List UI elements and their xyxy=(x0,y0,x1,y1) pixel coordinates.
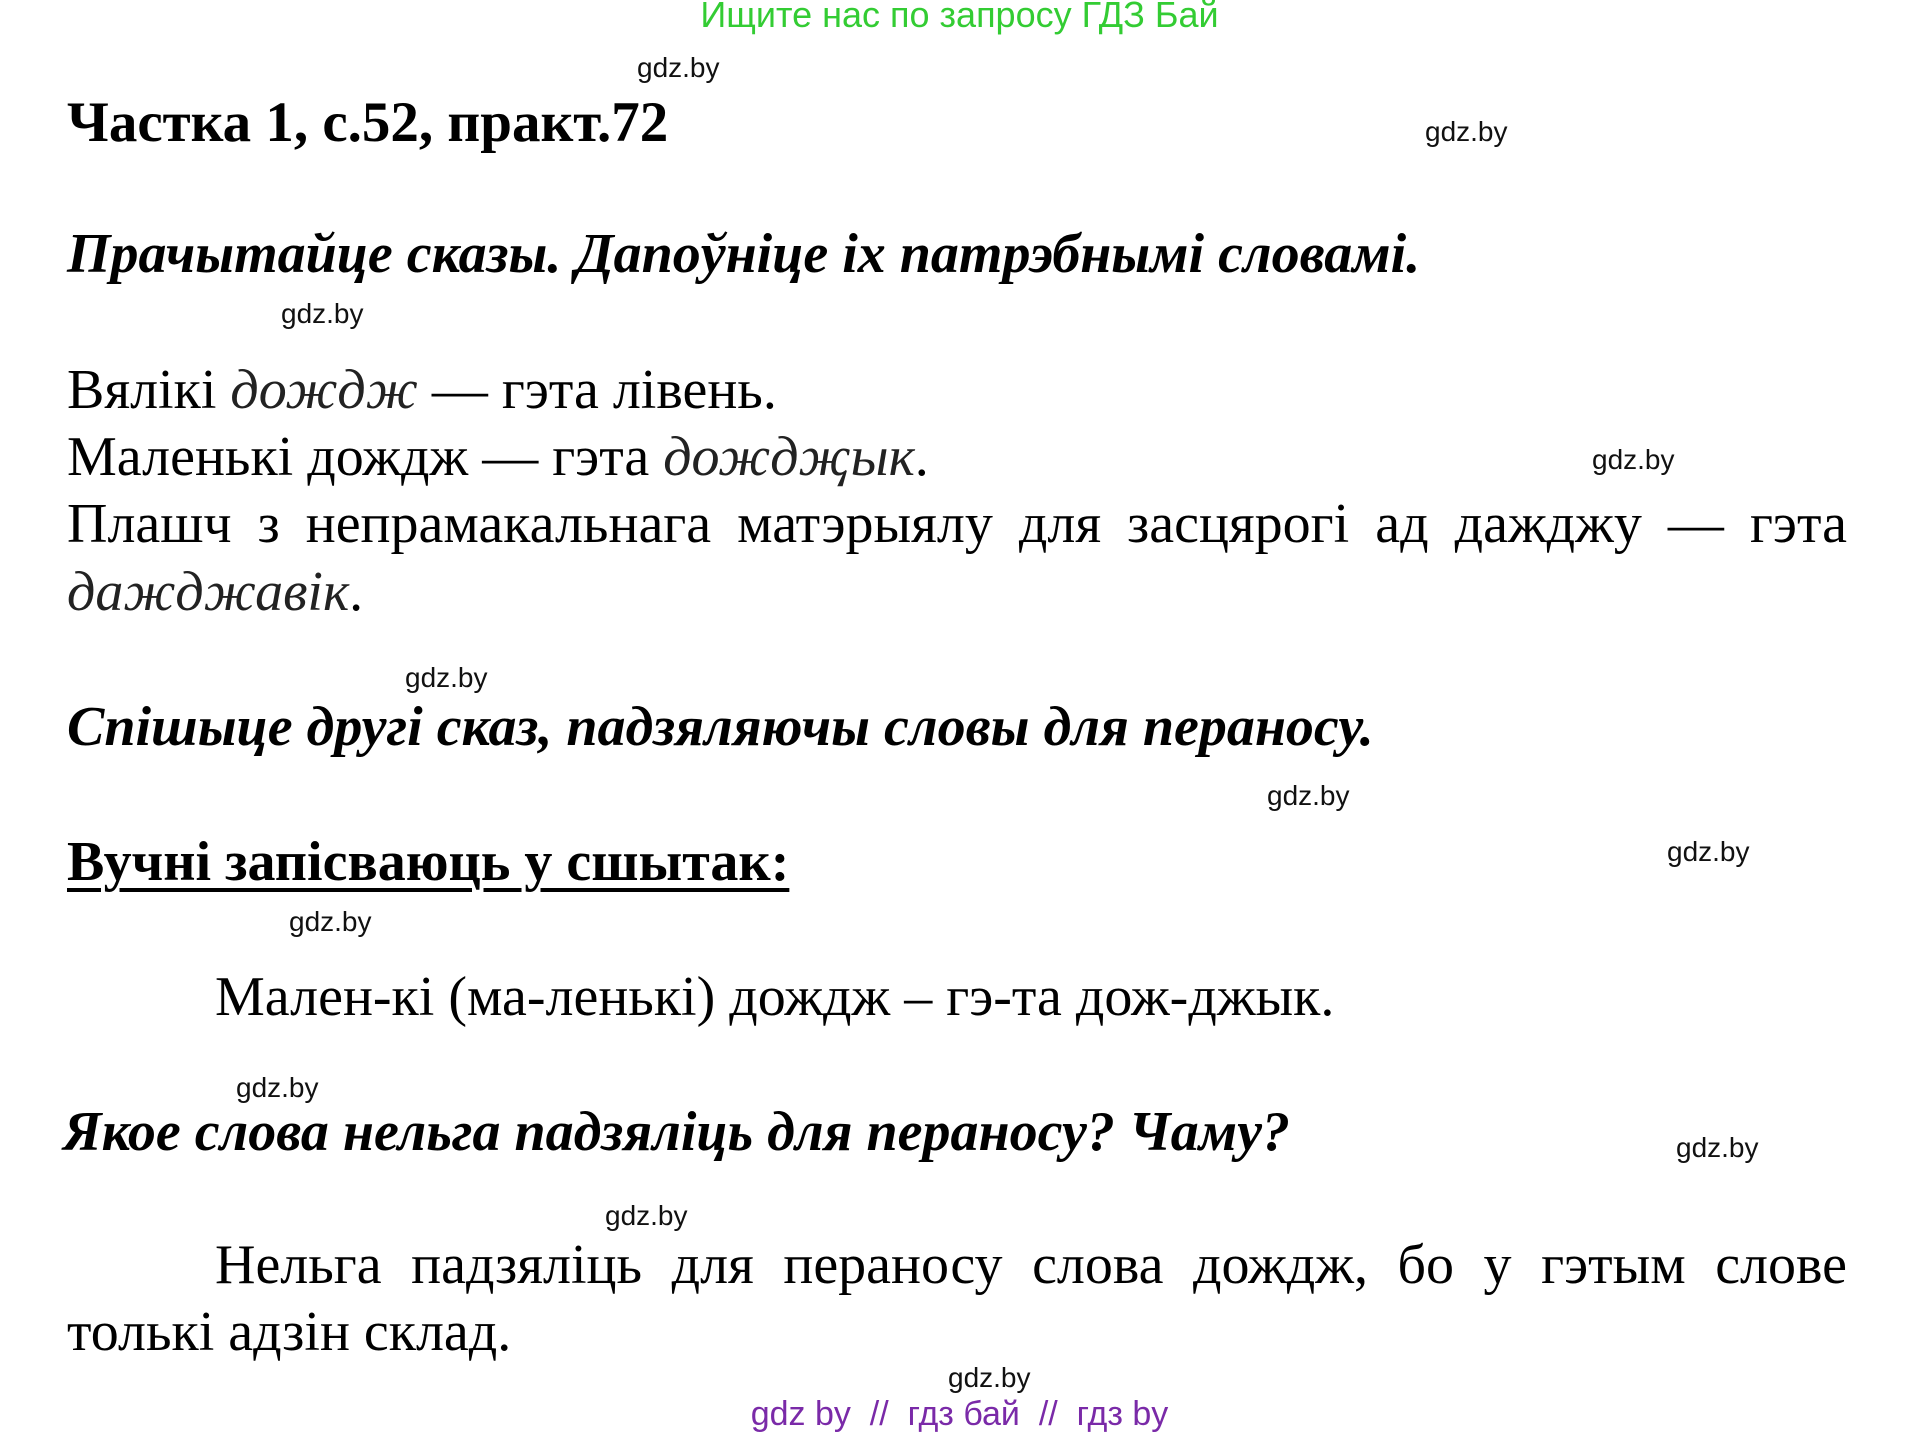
word: засцярогі xyxy=(1127,493,1350,555)
word: ад xyxy=(1375,493,1429,555)
word: бо xyxy=(1397,1234,1454,1296)
watermark: gdz.by xyxy=(1667,836,1750,867)
word: для xyxy=(1018,493,1102,555)
sentence-3-line-1 xyxy=(67,492,1847,556)
sentence-1 xyxy=(67,358,777,422)
word: у xyxy=(1483,1234,1512,1296)
word: Нельга xyxy=(215,1234,382,1296)
sentence-2-end: . xyxy=(914,426,929,488)
sentence-1-end: — гэта лівень. xyxy=(417,359,777,421)
task-instruction-2: Спішыце другі сказ, падзяляючы словы для пераносу. xyxy=(67,696,1374,758)
word: для xyxy=(671,1234,754,1296)
watermark: gdz.by xyxy=(281,298,364,329)
word: слове xyxy=(1715,1234,1847,1296)
hyphenated-sentence: Мален-кі (ма-ленькі) дождж – гэ-та дож-джык. xyxy=(215,966,1335,1028)
search-hint-banner: Ищите нас по запросу ГДЗ Бай xyxy=(700,0,1219,35)
task-instruction-1: Прачытайце сказы. Дапоўніце іх патрэбнымі словамі. xyxy=(67,223,1421,285)
word: падзяліць xyxy=(411,1234,643,1296)
answer-line-2: толькі адзін склад. xyxy=(67,1301,512,1363)
word: непрамакальнага xyxy=(305,493,712,555)
watermark: gdz.by xyxy=(1425,116,1508,147)
word: гэтым xyxy=(1541,1234,1686,1296)
watermark: gdz.by xyxy=(1592,444,1675,475)
word: — xyxy=(1667,493,1724,555)
answer-word-1: дождж xyxy=(230,359,418,421)
task-instruction-3: Якое слова нельга падзяліць для пераносу? Чаму? xyxy=(63,1101,1291,1163)
watermark: gdz.by xyxy=(605,1200,688,1231)
answer-word-2: дождҗык xyxy=(663,426,915,488)
word: слова xyxy=(1032,1234,1164,1296)
answer-word-3: дажджавік xyxy=(67,561,350,623)
word: матэрыялу xyxy=(737,493,993,555)
page-title: Частка 1, с.52, практ.72 xyxy=(67,91,669,154)
word: пераносу xyxy=(783,1234,1003,1296)
footer-links: gdz by // гдз бай // гдз by xyxy=(750,1395,1169,1433)
answer-line-1 xyxy=(215,1233,1847,1297)
word: гэта xyxy=(1749,493,1847,555)
sentence-2-start: Маленькі дождж — гэта xyxy=(67,426,664,488)
word: дажджу xyxy=(1454,493,1642,555)
sentence-3-end: . xyxy=(349,561,364,623)
watermark: gdz.by xyxy=(1267,780,1350,811)
word: Плашч xyxy=(67,493,232,555)
watermark: gdz.by xyxy=(405,662,488,693)
students-write-heading: Вучні запісваюць у сшытак: xyxy=(67,831,790,893)
watermark: gdz.by xyxy=(637,52,720,83)
sentence-3-line-2 xyxy=(67,560,363,624)
watermark: gdz.by xyxy=(1676,1132,1759,1163)
word: з xyxy=(257,493,280,555)
watermark: gdz.by xyxy=(948,1362,1031,1393)
watermark: gdz.by xyxy=(236,1072,319,1103)
watermark: gdz.by xyxy=(289,906,372,937)
sentence-2 xyxy=(67,425,929,489)
sentence-1-start: Вялікі xyxy=(67,359,231,421)
word: дождж, xyxy=(1192,1234,1368,1296)
